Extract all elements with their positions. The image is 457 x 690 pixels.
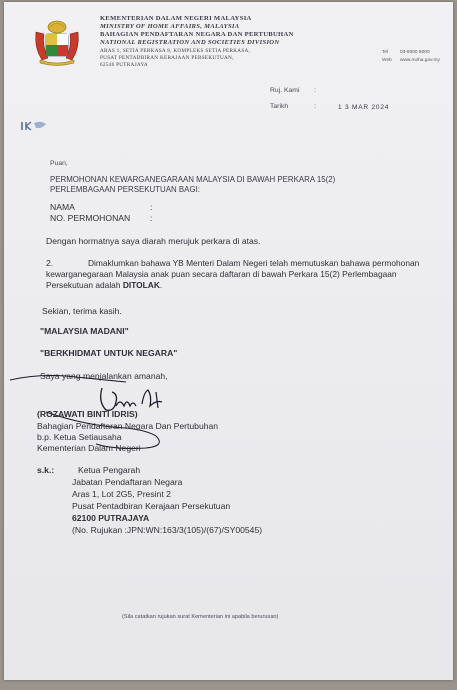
nama-colon: : [150, 202, 153, 212]
decision-text: DITOLAK [122, 280, 160, 290]
cc-line-1: Ketua Pengarah [78, 465, 141, 475]
subject-line-1: PERMOHONAN KEWARGANEGARAAN MALAYSIA DI BAWAH PERKARA 15(2) [50, 175, 336, 184]
slogan-malaysia-madani: "MALAYSIA MADANI" [40, 326, 129, 336]
footer-note: (Sila catatkan rujukan surat Kementerian ini apabila berurusan) [122, 614, 279, 620]
cc-line-6: (No. Rujukan :JPN:WN:163/3(105)/(67)/SY00545) [72, 525, 263, 535]
signatory-title-1: Bahagian Pendaftaran Negara Dan Pertubuhan [37, 421, 219, 431]
signatory-title-2: b.p. Ketua Setiausaha [37, 432, 122, 442]
body-para-2 [46, 258, 434, 291]
body-para-2-text: Dimaklumkan bahawa YB Menteri Dalam Negeri telah memutuskan bahawa permohonan kewarganegaraan Malaysia anak puan secara daftaran di bawah Perkara 15(2) Perlembagaan Persekutuan adalah [46, 258, 420, 290]
ministry-mark-icon [20, 119, 50, 133]
signatory-title-3: Kementerian Dalam Negeri [37, 443, 141, 453]
letterhead-address-3: 62546 PUTRAJAYA [100, 62, 148, 68]
signatory-name: (ROZAWATI BINTI IDRIS) [37, 409, 138, 419]
permohonan-colon: : [150, 213, 153, 223]
letterhead-address-2: PUSAT PENTADBIRAN KERAJAAN PERSEKUTUAN, [100, 55, 234, 61]
ruj-kami-colon: : [314, 87, 316, 94]
web-label: Web [382, 58, 392, 63]
signature-intro: Saya yang menjalankan amanah, [40, 371, 168, 381]
ruj-kami-label: Ruj. Kami [270, 87, 300, 94]
letterhead-line-4: NATIONAL REGISTRATION AND SOCIETIES DIVISION [100, 39, 280, 46]
cc-line-4: Pusat Pentadbiran Kerajaan Persekutuan [72, 501, 231, 511]
letterhead-line-3: BAHAGIAN PENDAFTARAN NEGARA DAN PERTUBUHAN [100, 31, 294, 38]
body-para-2-end: . [159, 280, 163, 290]
salutation: Puan, [50, 160, 68, 167]
subject-line-2: PERLEMBAGAAN PERSEKUTUAN BAGI: [50, 185, 200, 194]
tarikh-label: Tarikh [270, 103, 289, 110]
cc-line-5: 62100 PUTRAJAYA [72, 513, 150, 523]
body-para-1: Dengan hormatnya saya diarah merujuk perkara di atas. [46, 236, 261, 246]
letter-page [4, 2, 453, 680]
letterhead-line-1: KEMENTERIAN DALAM NEGERI MALAYSIA [100, 15, 252, 22]
web-value: www.moha.gov.my [400, 58, 440, 63]
tel-value: 03-8000 8000 [400, 50, 430, 55]
body-para-2-number: 2. [46, 258, 54, 268]
cc-line-2: Jabatan Pendaftaran Negara [72, 477, 183, 487]
letterhead-line-2: MINISTRY OF HOME AFFAIRS, MALAYSIA [100, 23, 240, 30]
cc-label: s.k.: [37, 465, 55, 475]
coat-of-arms-icon [26, 18, 88, 66]
letterhead-address-1: ARAS 1, SETIA PERKASA 8, KOMPLEKS SETIA PERKASA, [100, 48, 251, 54]
tarikh-colon: : [314, 103, 316, 110]
permohonan-label: NO. PERMOHONAN [50, 213, 131, 223]
tel-label: Tel [382, 50, 389, 55]
date-stamp: 1 3 MAR 2024 [338, 104, 390, 111]
closing-text: Sekian, terima kasih. [42, 306, 122, 316]
nama-label: NAMA [50, 202, 75, 212]
cc-line-3: Aras 1, Lot 2G5, Presint 2 [72, 489, 171, 499]
slogan-berkhidmat: "BERKHIDMAT UNTUK NEGARA" [40, 348, 178, 358]
